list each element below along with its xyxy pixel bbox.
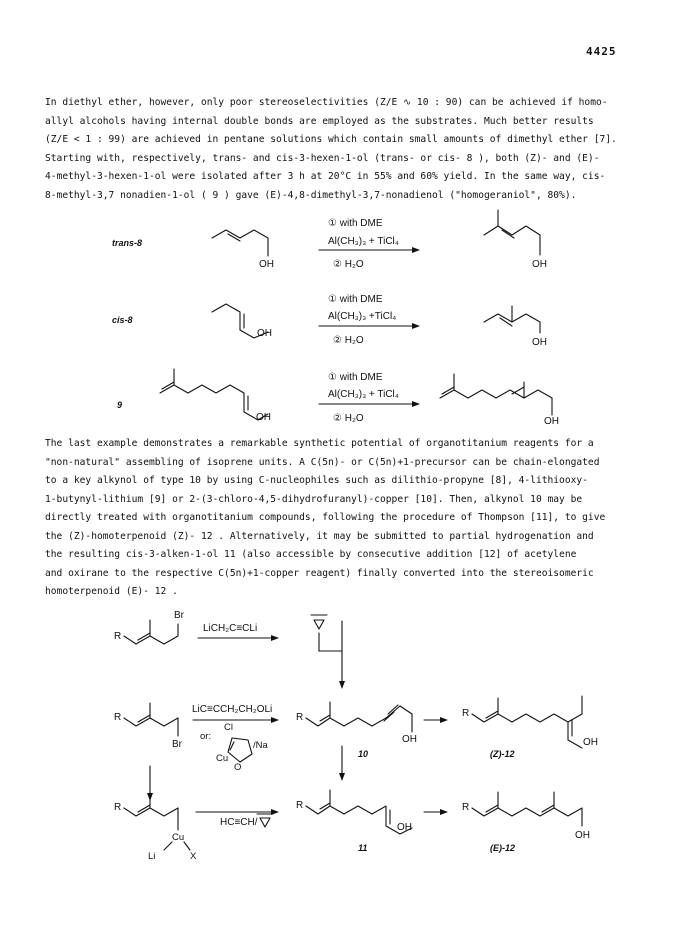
- or-label: or:: [200, 731, 212, 742]
- oxirane-icon: [260, 818, 270, 827]
- r-label: R: [296, 800, 304, 811]
- text-line: 4-methyl-3-hexen-1-ol were isolated after 3 h at 20°C in 55% and 60% yield. In the same way, cis-: [45, 171, 606, 182]
- step1-label: ① with DME: [328, 218, 383, 229]
- cl-label: Cl: [224, 722, 233, 733]
- br-label: Br: [174, 610, 184, 621]
- text-line: to a key alkynol of type 10 by using C-nucleophiles such as dilithio-propyne [8], 4-lithiooxy-: [45, 475, 588, 486]
- br-label: Br: [172, 739, 182, 750]
- reagents-label: Al(CH₃)₃ + TiCl₄: [328, 236, 399, 247]
- text-line: "non-natural" assembling of isoprene units. A C(5n)- or C(5n)+1-precursor can be chain-elongated: [45, 456, 600, 468]
- oh-label: OH: [583, 737, 598, 748]
- o-label: O: [234, 762, 242, 773]
- oh-label: OH: [256, 412, 271, 423]
- cu-label: Cu: [216, 753, 229, 764]
- dihydrofuran-ring: [228, 738, 252, 762]
- text-line: directly treated with organotitanium compounds, following the procedure of Thompson [11], to give: [45, 512, 606, 523]
- e-12-label: (E)-12: [490, 843, 516, 853]
- step2-label: ② H₂O: [333, 413, 364, 424]
- text-line: (Z/E < 1 : 99) are achieved in pentane solutions which contain small amounts of dimethyl ether [7].: [45, 134, 617, 145]
- oxirane-icon: [314, 620, 324, 629]
- label-9: 9: [117, 400, 123, 410]
- text-line: the (Z)-homoterpenoid (Z)- 12 . Alternatively, it may be submitted to partial hydrogenation and: [45, 530, 594, 542]
- li-label: Li: [148, 851, 156, 862]
- r-label: R: [462, 802, 470, 813]
- scheme2-row1: [114, 696, 598, 773]
- cu-label: Cu: [172, 832, 185, 843]
- z-12-label: (Z)-12: [490, 749, 515, 759]
- oh-label: OH: [259, 259, 274, 270]
- scheme2-start: [114, 610, 345, 689]
- text-line: 1-butynyl-lithium [9] or 2-(3-chloro-4,5-dihydrofuranyl)-copper [10]. Then, alkynol 10 may be: [45, 493, 583, 505]
- r-label: R: [114, 712, 122, 723]
- reagents-label: Al(CH₃)₃ + TiCl₄: [328, 389, 399, 400]
- r-label: R: [462, 708, 470, 719]
- oh-label: OH: [402, 734, 417, 745]
- reaction-trans-8: [112, 210, 547, 270]
- r-label: R: [296, 712, 304, 723]
- reaction-9: [117, 369, 559, 427]
- oh-label: OH: [544, 416, 559, 427]
- structure-homogeraniol: [440, 390, 552, 415]
- step2-label: ② H₂O: [333, 335, 364, 346]
- text-line: and oxirane to the respective C(5n)+1-copper reagent) finally converted into the stereoisomeric: [45, 567, 594, 579]
- r-label: R: [114, 631, 122, 642]
- oh-label: OH: [575, 830, 590, 841]
- page-number: 4425: [586, 45, 617, 58]
- reagent-top-label: LiC≡CCH₂CH₂OLi: [192, 704, 273, 715]
- step1-label: ① with DME: [328, 372, 383, 383]
- licch2ccli-label: LiCH₂C≡CLi: [203, 623, 258, 634]
- text-line: Starting with, respectively, trans- and cis-3-hexen-1-ol (trans- or cis- 8 ), both (Z)- and (E)-: [45, 152, 600, 164]
- label-trans-8: trans-8: [112, 238, 143, 248]
- structure-9: [160, 385, 268, 420]
- text-line: In diethyl ether, however, only poor stereoselectivities (Z/E ∿ 10 : 90) can be achieved if homo-: [45, 97, 608, 108]
- text-line: the resulting cis-3-alken-1-ol 11 (also accessible by consecutive addition [12] of acetylene: [45, 549, 577, 560]
- hcch-label: HC≡CH/: [220, 817, 258, 828]
- x-label: X: [190, 851, 197, 862]
- step2-label: ② H₂O: [333, 259, 364, 270]
- text-line: allyl alcohols having internal double bonds are employed as the substrates. Much better results: [45, 115, 594, 127]
- text-line: homoterpenoid (E)- 12 .: [45, 586, 178, 597]
- vertical-arrows: [147, 746, 345, 801]
- step1-label: ① with DME: [328, 294, 383, 305]
- cmpd-10-label: 10: [358, 749, 369, 759]
- text-line: 8-methyl-3,7 nonadien-1-ol ( 9 ) gave (E)-4,8-dimethyl-3,7-nonadienol ("homogeraniol", 80%).: [45, 189, 577, 201]
- structure-trans-8: [212, 230, 268, 256]
- reaction-cis-8: [112, 294, 547, 348]
- structure-product-z: [484, 226, 540, 255]
- reagents-label: Al(CH₃)₃ +TiCl₄: [328, 311, 397, 322]
- na-label: /Na: [253, 740, 268, 751]
- oh-label: OH: [532, 259, 547, 270]
- scheme2-row2: [114, 790, 590, 862]
- oh-label: OH: [532, 337, 547, 348]
- r-label: R: [114, 802, 122, 813]
- label-cis-8: cis-8: [112, 315, 133, 325]
- oh-label: OH: [257, 328, 272, 339]
- text-line: The last example demonstrates a remarkable synthetic potential of organotitanium reagents for a: [45, 438, 594, 449]
- oh-label: OH: [397, 822, 412, 833]
- cmpd-11-label: 11: [358, 843, 368, 853]
